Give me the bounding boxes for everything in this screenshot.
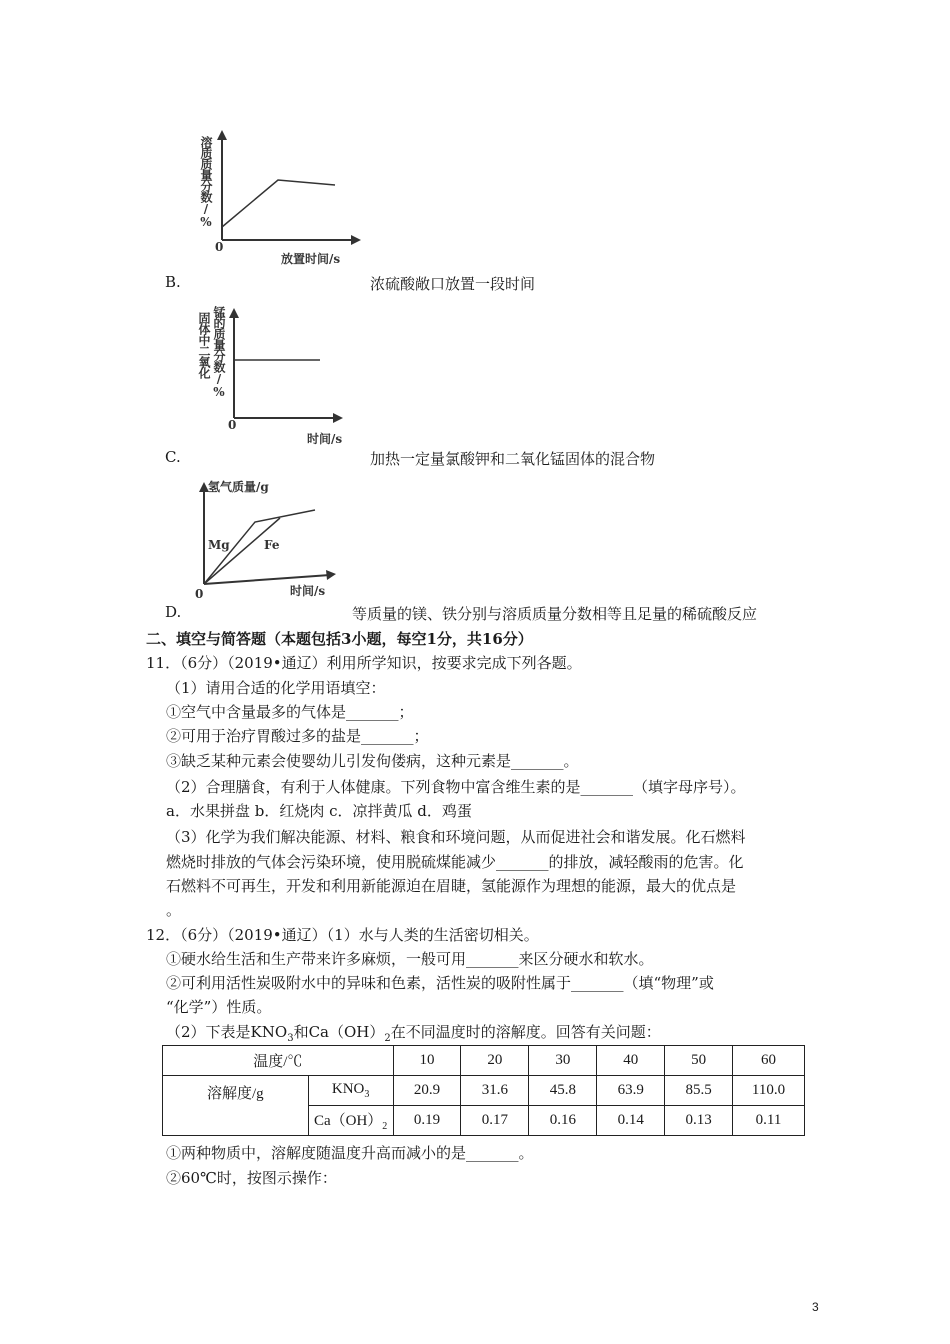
q12-part2-intro (166, 1021, 661, 1044)
q12-part2-sub-b: 2 (384, 1033, 391, 1044)
q12-part2-text-b: 和Ca（OH） (293, 1023, 385, 1041)
graph-c-x-label: 时间/s (307, 432, 343, 446)
table-cell: 31.6 (461, 1076, 529, 1106)
table-solubility-label: 溶解度/g (163, 1076, 309, 1136)
q11-part3-line4: 。 (166, 901, 182, 919)
graph-c-y-label-right: 锰的质量分数/% (212, 306, 226, 398)
q12-part1-a: ①硬水给生活和生产带来许多麻烦，一般可用_______来区分硬水和软水。 (166, 950, 654, 968)
q11-part2-options: a．水果拼盘 b．红烧肉 c．凉拌黄瓜 d．鸡蛋 (166, 802, 472, 820)
graph-d-series-mg: Mg (208, 538, 230, 552)
graph-c-y-label-left: 固体中二氧化 (197, 312, 211, 378)
graph-d-origin: 0 (195, 587, 204, 601)
table-cell: 0.16 (529, 1106, 597, 1136)
q11-part3-line1: （3）化学为我们解决能源、材料、粮食和环境问题，从而促进社会和谐发展。化石燃料 (166, 828, 746, 846)
option-d-letter: D. (165, 603, 182, 621)
q12-part2-sub-a: 3 (287, 1033, 294, 1044)
table-temp-header: 温度/℃ (163, 1046, 394, 1076)
q12-question-1: ①两种物质中，溶解度随温度升高而减小的是_______。 (166, 1144, 534, 1162)
kno3-text: KNO (331, 1081, 365, 1097)
q11-part3-line2: 燃烧时排放的气体会污染环境，使用脱硫煤能减少_______的排放，减轻酸雨的危害。化 (166, 853, 744, 871)
table-cell: 0.11 (733, 1106, 805, 1136)
table-cell: 20 (461, 1046, 529, 1076)
option-c-letter: C. (165, 448, 181, 466)
option-b-caption: 浓硫酸敞口放置一段时间 (370, 275, 536, 293)
table-cell: 0.17 (461, 1106, 529, 1136)
q11-part1: （1）请用合适的化学用语填空： (166, 679, 386, 697)
page-number: 3 (812, 1300, 819, 1314)
q12-part1-b-line2: “化学”）性质。 (166, 998, 272, 1016)
q12-stem: 12．（6分）（2019•通辽）（1）水与人类的生活密切相关。 (146, 926, 539, 944)
table-cell: 60 (733, 1046, 805, 1076)
q12-question-2: ②60℃时，按图示操作： (166, 1169, 337, 1187)
q11-part1-b: ②可用于治疗胃酸过多的盐是_______； (166, 727, 429, 745)
graph-d-x-label: 时间/s (290, 584, 326, 598)
graph-c-origin: 0 (228, 418, 237, 432)
q11-part2: （2）合理膳食，有利于人体健康。下列食物中富含维生素的是_______（填字母序号）。 (166, 778, 746, 796)
q11-part1-a: ①空气中含量最多的气体是_______； (166, 703, 414, 721)
table-cell: 45.8 (529, 1076, 597, 1106)
solubility-table (162, 1045, 805, 1136)
graph-c (195, 306, 365, 446)
table-row-kno3 (163, 1076, 805, 1106)
q12-part1-b-line1: ②可利用活性炭吸附水中的异味和色素，活性炭的吸附性属于_______（填“物理”或 (166, 974, 714, 992)
graph-b-y-label: 溶质质量分数/% (199, 136, 213, 228)
graph-d-y-label: 氢气质量/g (208, 480, 269, 494)
graph-b-origin: 0 (215, 240, 224, 254)
graph-b-x-label: 放置时间/s (281, 252, 341, 266)
q11-stem: 11．（6分）（2019•通辽）利用所学知识，按要求完成下列各题。 (146, 654, 582, 672)
table-cell: 0.13 (665, 1106, 733, 1136)
option-b-letter: B. (165, 273, 181, 291)
table-cell: 40 (597, 1046, 665, 1076)
table-cell: 0.14 (597, 1106, 665, 1136)
table-cell: 30 (529, 1046, 597, 1076)
table-cell: 0.19 (393, 1106, 461, 1136)
table-row-temperature (163, 1046, 805, 1076)
kno3-sub: 3 (364, 1089, 370, 1100)
caoh2-sub: 2 (382, 1121, 388, 1132)
q11-part3-line3: 石燃料不可再生，开发和利用新能源迫在眉睫，氢能源作为理想的能源，最大的优点是 (166, 877, 737, 895)
table-cell: 63.9 (597, 1076, 665, 1106)
table-caoh2-label (308, 1106, 393, 1136)
table-cell: 20.9 (393, 1076, 461, 1106)
graph-d-series-fe: Fe (264, 538, 280, 552)
table-cell: 10 (393, 1046, 461, 1076)
q12-part2-text-a: （2）下表是KNO (166, 1023, 288, 1041)
option-c-caption: 加热一定量氯酸钾和二氧化锰固体的混合物 (370, 450, 656, 468)
table-cell: 50 (665, 1046, 733, 1076)
q12-part2-text-c: 在不同温度时的溶解度。回答有关问题： (390, 1023, 661, 1041)
table-cell: 110.0 (733, 1076, 805, 1106)
section-2-heading: 二、填空与简答题（本题包括3小题，每空1分，共16分） (146, 630, 533, 648)
table-cell: 85.5 (665, 1076, 733, 1106)
graph-d (190, 478, 350, 603)
q11-part1-c: ③缺乏某种元素会使婴幼儿引发佝偻病，这种元素是_______。 (166, 752, 579, 770)
caoh2-text: Ca（OH） (313, 1113, 383, 1129)
option-d-caption: 等质量的镁、铁分别与溶质质量分数相等且足量的稀硫酸反应 (352, 605, 758, 623)
table-kno3-label (308, 1076, 393, 1106)
graph-b (195, 130, 365, 270)
